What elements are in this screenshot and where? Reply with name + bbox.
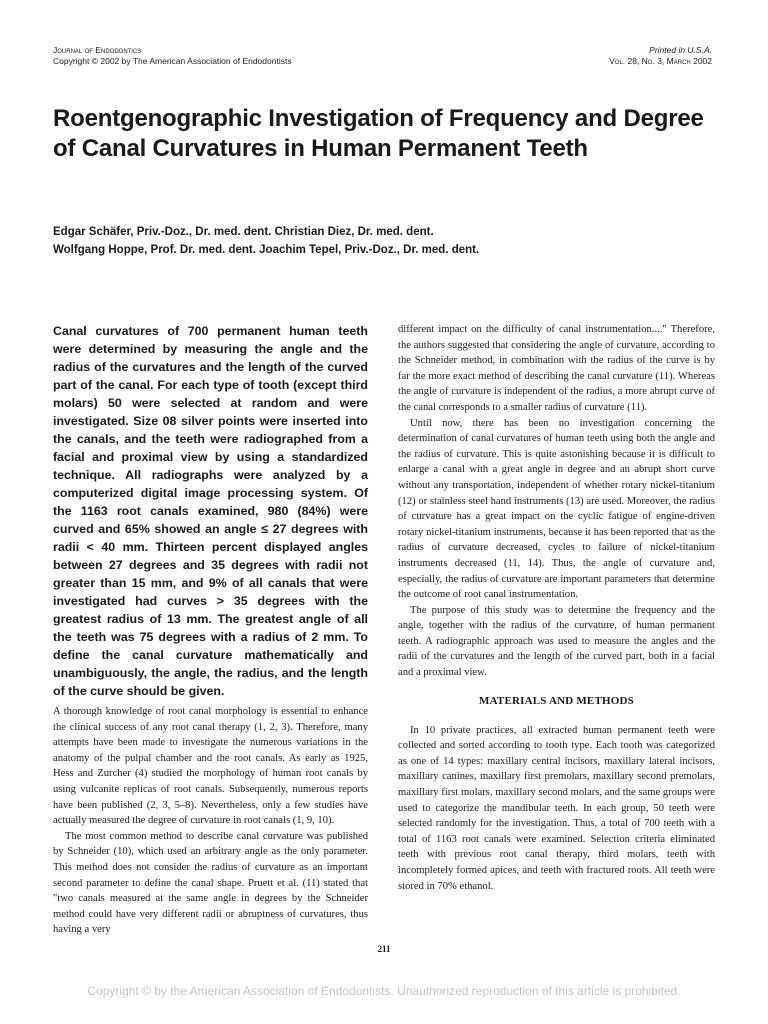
printed-location: Printed in U.S.A. xyxy=(649,45,712,55)
right-column xyxy=(398,322,715,894)
running-header-left xyxy=(53,45,292,67)
author-line: Wolfgang Hoppe, Prof. Dr. med. dent. Joachim Tepel, Priv.-Doz., Dr. med. dent. xyxy=(53,244,480,256)
methods-paragraph: In 10 private practices, all extracted human permanent teeth were collected and sorted according to tooth type. Each tooth was categorized as one of 14 types: maxillary central incisors, maxillary lateral incisors, maxillary canines, maxillary first premolars, maxillary second premolars, maxillary first molars, maxillary second molars, and the same groups were used to categorize the mandibular teeth. In each group, 50 teeth were selected randomly for the investigation. Thus, a total of 700 teeth with a total of 1163 root canals were examined. Selection criteria eliminated teeth with previous root canal therapy, third molars, teeth with incompletely formed apices, and teeth with fractured roots. All teeth were stored in 70% ethanol. xyxy=(398,724,715,892)
author-line: Edgar Schäfer, Priv.-Doz., Dr. med. dent. Christian Diez, Dr. med. dent. xyxy=(53,226,434,238)
body-paragraph: different impact on the difficulty of canal instrumentation...." Therefore, the authors suggested that considering the angle of curvature, according to the Schneider method, in combination with the radius of the curve is by far the more exact method of describing the canal curvature (11). Whereas the angle of curvature is independent of the radius, a more abrupt curve of the canal corresponds to a smaller radius of curvature (11). xyxy=(398,324,715,413)
body-paragraph: A thorough knowledge of root canal morphology is essential to enhance the clinical success of any root canal therapy (1, 2, 3). Therefore, many attempts have been made to investigate the numerous variations in the anatomy of the pulpal chamber and the root canals. As early as 1925, Hess and Zurcher (4) studied the morphology of human root canals by using vulcanite replicas of root canals. Subsequently, numerous reports have been published (2, 3, 5–8). Nevertheless, only a few studies have actually measured the degree of curvature in root canals (1, 9, 10). xyxy=(53,706,368,827)
abstract: Canal curvatures of 700 permanent human teeth were determined by measuring the angle and the radius of the curvatures and the length of the curved part of the canal. For each type of tooth (except third molars) 50 were selected at random and were investigated. Size 08 silver points were inserted into the canals, and the teeth were radiographed from a facial and proximal view by using a standardized technique. All radiographs were analyzed by a computerized digital image processing system. Of the 1163 root canals examined, 980 (84%) were curved and 65% showed an angle ≤ 27 degrees with radii < 40 mm. Thirteen percent displayed angles between 27 degrees and 35 degrees with radii not greater than 15 mm, and 9% of all canals that were investigated had curves > 35 degrees with the greatest radius of 13 mm. The greatest angle of all the teeth was 75 degrees with a radius of 2 mm. To define the canal curvature mathematically and unambiguously, the angle, the radius, and the length of the curve should be given. xyxy=(53,324,368,698)
page-number: 211 xyxy=(377,944,391,954)
running-header-right xyxy=(609,45,712,67)
article-title: Roentgenographic Investigation of Frequency and Degree of Canal Curvatures in Human Permanent Teeth xyxy=(53,105,704,162)
body-paragraph: Until now, there has been no investigation concerning the determination of canal curvatures of human teeth using both the angle and the radius of curvature. This is quite astonishing because it is difficult to enlarge a canal with a great angle in degree and an abrupt short curve without any transportation, independent of whether rotary nickel-titanium (12) or stainless steel hand instruments (13) are used. Moreover, the radius of curvature has a great impact on the cyclic fatigue of engine-driven rotary nickel-titanium instruments, because it has been reported that as the radius of curvature decreased, cycles to failure of nickel-titanium instruments decreased (11, 14). Thus, the angle of curvature and, especially, the radius of curvature are important parameters that determine the outcome of root canal instrumentation. xyxy=(398,417,715,601)
journal-name: Journal of Endodontics xyxy=(53,45,142,55)
volume-issue: Vol. 28, No. 3, March 2002 xyxy=(609,56,712,66)
copyright-footer: Copyright © by the American Association of Endodontists. Unauthorized reproduction of this article is prohibited. xyxy=(87,984,681,998)
body-paragraph: The purpose of this study was to determine the frequency and the angle, together with the radius of the curvature, of human permanent teeth. A radiographic approach was used to measure the angles and the radii of the curvatures and the length of the curved part, both in a facial and a proximal view. xyxy=(398,604,715,679)
section-heading: MATERIALS AND METHODS xyxy=(479,694,634,707)
introduction-left xyxy=(53,704,368,938)
copyright-line: Copyright © 2002 by The American Association of Endodontists xyxy=(53,56,292,66)
body-paragraph: The most common method to describe canal curvature was published by Schneider (10), which used an arbitrary angle as the only parameter. This method does not consider the radius of curvature as an important second parameter to define the canal shape. Pruett et al. (11) stated that "two canals measured at the same angle in degrees by the Schneider method could have very different radii or abruptness of curvatures, thus having a very xyxy=(53,830,368,936)
author-list xyxy=(53,223,733,259)
abstract-column xyxy=(53,322,368,700)
